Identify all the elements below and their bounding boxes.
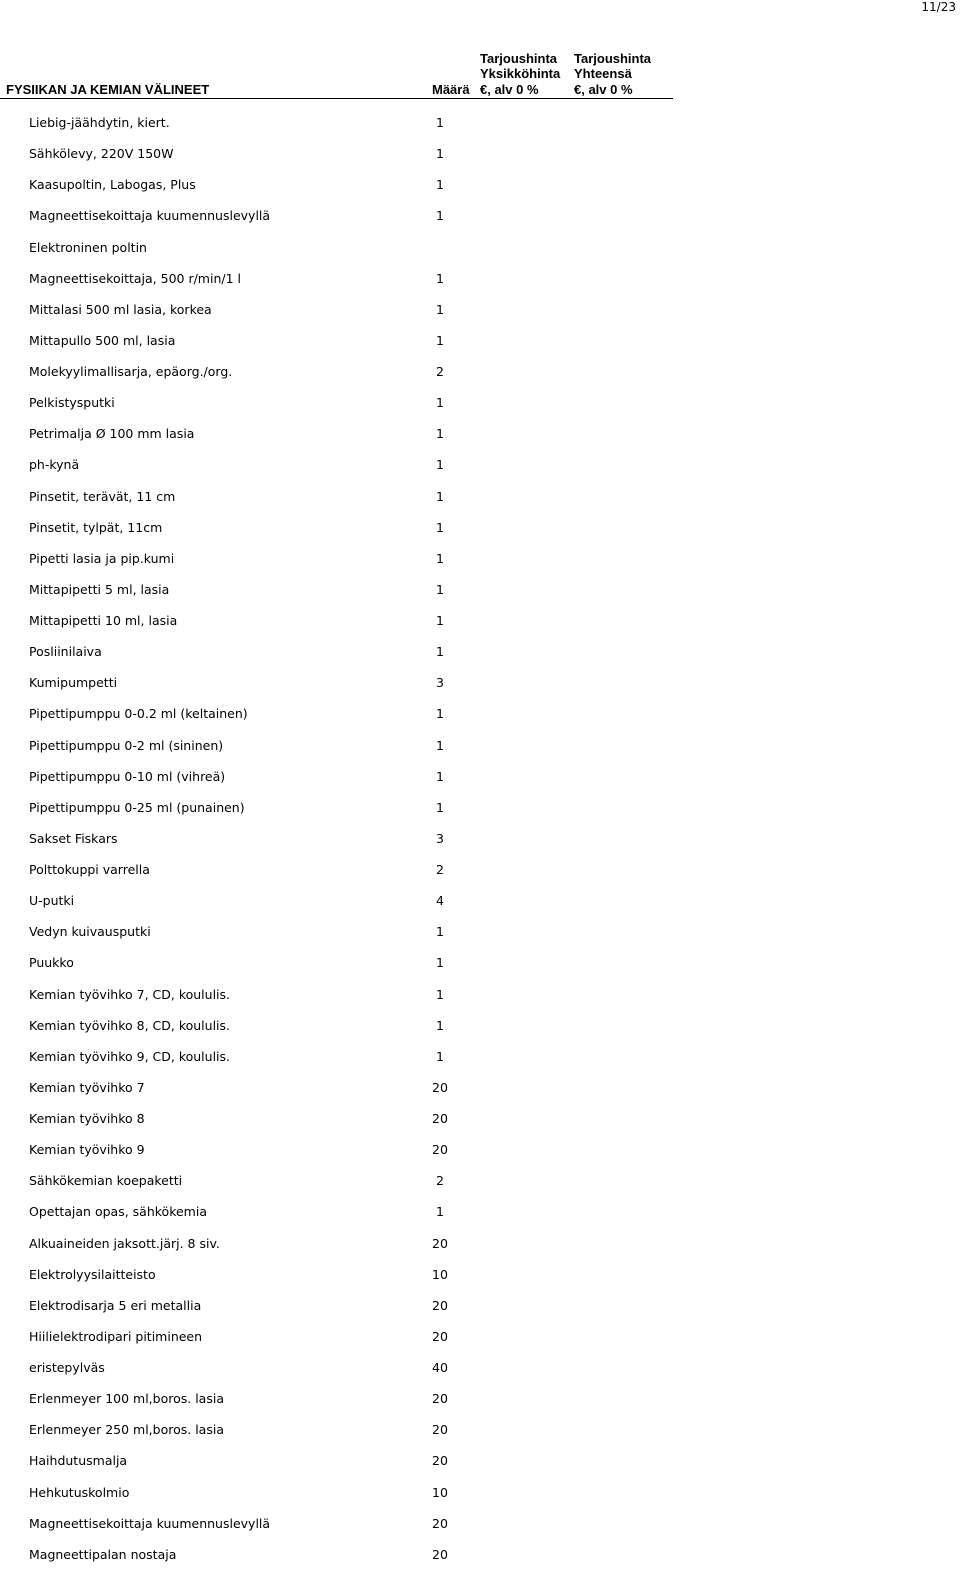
item-name: Polttokuppi varrella xyxy=(29,862,150,877)
item-name: Erlenmeyer 250 ml,boros. lasia xyxy=(29,1422,224,1438)
item-row xyxy=(0,1040,673,1071)
item-row xyxy=(0,760,673,791)
item-row xyxy=(0,1320,673,1351)
item-row xyxy=(0,1413,673,1444)
item-row xyxy=(0,729,673,760)
item-row xyxy=(0,822,673,853)
item-quantity: 20 xyxy=(432,1297,448,1313)
total-price-header-line: €, alv 0 % xyxy=(574,81,633,97)
item-row xyxy=(0,666,673,697)
item-name: Hehkutuskolmio xyxy=(29,1484,130,1500)
item-row xyxy=(0,697,673,728)
item-row xyxy=(0,1382,673,1413)
item-quantity: 1 xyxy=(436,457,444,473)
item-row xyxy=(0,511,673,542)
item-row xyxy=(0,853,673,884)
item-quantity: 1 xyxy=(436,924,444,940)
item-quantity: 2 xyxy=(436,862,444,877)
item-quantity: 1 xyxy=(436,177,444,193)
item-name: Magneettisekoittaja kuumennuslevyllä xyxy=(29,208,271,224)
item-quantity: 1 xyxy=(436,395,444,411)
item-name: Puukko xyxy=(29,955,74,971)
item-quantity: 20 xyxy=(432,1111,448,1126)
total-price-header-line: Tarjoushinta xyxy=(574,50,652,66)
item-quantity: 3 xyxy=(436,830,444,846)
item-name: Elektrodisarja 5 eri metallia xyxy=(29,1297,202,1313)
item-quantity: 1 xyxy=(436,613,444,628)
item-quantity: 1 xyxy=(436,208,444,224)
item-row xyxy=(0,1351,673,1382)
item-row xyxy=(0,448,673,479)
item-row xyxy=(0,635,673,666)
item-row xyxy=(0,386,673,417)
item-name: Liebig-jäähdytin, kiert. xyxy=(29,115,170,130)
item-name: Vedyn kuivausputki xyxy=(29,924,151,940)
item-row xyxy=(0,480,673,511)
item-name: Pinsetit, terävät, 11 cm xyxy=(29,488,176,504)
item-quantity: 20 xyxy=(432,1235,448,1251)
item-row xyxy=(0,106,673,137)
item-name: Kumipumpetti xyxy=(29,675,118,691)
item-name: U-putki xyxy=(29,893,75,909)
item-name: Opettajan opas, sähkökemia xyxy=(29,1204,207,1220)
item-quantity: 1 xyxy=(436,1017,444,1033)
item-name: Elektroninen poltin xyxy=(29,239,147,255)
item-row xyxy=(0,1289,673,1320)
item-row xyxy=(0,1227,673,1258)
item-name: Elektrolyysilaitteisto xyxy=(29,1266,156,1282)
item-row xyxy=(0,542,673,573)
item-name: Kemian työvihko 9 xyxy=(29,1142,145,1158)
item-name: Kemian työvihko 8 xyxy=(29,1111,145,1126)
item-row xyxy=(0,915,673,946)
item-row xyxy=(0,1009,673,1040)
item-name: eristepylväs xyxy=(29,1360,105,1375)
item-quantity: 1 xyxy=(436,301,444,317)
item-quantity: 10 xyxy=(432,1266,448,1282)
item-name: Petrimalja Ø 100 mm lasia xyxy=(29,426,195,442)
item-name: Kaasupoltin, Labogas, Plus xyxy=(29,177,196,193)
item-quantity: 10 xyxy=(432,1484,448,1500)
item-quantity: 20 xyxy=(432,1546,448,1562)
item-row xyxy=(0,324,673,355)
item-row xyxy=(0,137,673,168)
item-quantity: 1 xyxy=(436,115,444,130)
item-name: Mittapullo 500 ml, lasia xyxy=(29,332,176,348)
total-price-header-line: Yhteensä xyxy=(574,66,632,81)
item-quantity: 2 xyxy=(436,364,444,379)
item-name: Alkuaineiden jaksott.järj. 8 siv. xyxy=(29,1235,220,1251)
item-name: Pipettipumppu 0-2 ml (sininen) xyxy=(29,737,224,753)
item-name: Erlenmeyer 100 ml,boros. lasia xyxy=(29,1391,224,1407)
quantity-column-header: Määrä xyxy=(432,82,470,97)
item-row xyxy=(0,1133,673,1164)
item-row xyxy=(0,168,673,199)
item-quantity: 20 xyxy=(432,1079,448,1095)
item-row xyxy=(0,262,673,293)
item-name: Pipettipumppu 0-0.2 ml (keltainen) xyxy=(29,706,248,722)
item-quantity: 1 xyxy=(436,706,444,722)
item-row xyxy=(0,884,673,915)
item-row xyxy=(0,199,673,230)
item-row xyxy=(0,573,673,604)
unit-price-header-line: Tarjoushinta xyxy=(480,50,558,66)
item-row xyxy=(0,231,673,262)
item-quantity: 1 xyxy=(436,1204,444,1220)
item-name: Sähkölevy, 220V 150W xyxy=(29,146,174,162)
item-quantity: 1 xyxy=(436,550,444,566)
item-name: Magneettipalan nostaja xyxy=(29,1546,177,1562)
item-row xyxy=(0,604,673,635)
item-quantity: 1 xyxy=(436,1048,444,1064)
item-quantity: 1 xyxy=(436,519,444,535)
item-row xyxy=(0,978,673,1009)
item-quantity: 20 xyxy=(432,1328,448,1344)
table-title: FYSIIKAN JA KEMIAN VÄLINEET xyxy=(6,82,210,97)
item-quantity: 2 xyxy=(436,1173,444,1189)
item-quantity: 1 xyxy=(436,270,444,286)
item-quantity: 20 xyxy=(432,1142,448,1158)
item-name: Pipettipumppu 0-10 ml (vihreä) xyxy=(29,768,226,784)
item-row xyxy=(0,1102,673,1133)
item-quantity: 1 xyxy=(436,581,444,597)
item-name: Magneettisekoittaja, 500 r/min/1 l xyxy=(29,270,241,286)
item-row xyxy=(0,1195,673,1226)
item-quantity: 20 xyxy=(432,1422,448,1438)
unit-price-header-line: Yksikköhinta xyxy=(480,66,561,81)
item-quantity: 4 xyxy=(436,893,444,909)
item-name: Magneettisekoittaja kuumennuslevyllä xyxy=(29,1515,271,1531)
item-name: Mittalasi 500 ml lasia, korkea xyxy=(29,301,212,317)
item-name: Mittapipetti 5 ml, lasia xyxy=(29,581,170,597)
item-quantity: 1 xyxy=(436,955,444,971)
item-name: Hiilielektrodipari pitimineen xyxy=(29,1328,203,1344)
item-name: Sähkökemian koepaketti xyxy=(29,1173,183,1189)
item-list xyxy=(0,106,673,1569)
item-quantity: 40 xyxy=(432,1360,448,1375)
item-quantity: 20 xyxy=(432,1515,448,1531)
page-number: 11/23 xyxy=(921,0,956,14)
item-quantity: 1 xyxy=(436,426,444,442)
item-quantity: 20 xyxy=(432,1391,448,1407)
item-name: ph-kynä xyxy=(29,457,80,473)
item-quantity: 1 xyxy=(436,986,444,1002)
item-quantity: 1 xyxy=(436,644,444,660)
table-header xyxy=(0,52,673,99)
item-row xyxy=(0,1071,673,1102)
item-name: Pipetti lasia ja pip.kumi xyxy=(29,550,175,566)
item-row xyxy=(0,1258,673,1289)
item-quantity: 1 xyxy=(436,799,444,815)
item-row xyxy=(0,1507,673,1538)
item-quantity: 1 xyxy=(436,146,444,162)
item-row xyxy=(0,1444,673,1475)
item-name: Pinsetit, tylpät, 11cm xyxy=(29,519,163,535)
item-quantity: 20 xyxy=(432,1453,448,1469)
item-row xyxy=(0,1164,673,1195)
unit-price-column-header xyxy=(480,51,560,98)
item-row xyxy=(0,1476,673,1507)
item-quantity: 1 xyxy=(436,737,444,753)
item-quantity: 1 xyxy=(436,768,444,784)
item-row xyxy=(0,417,673,448)
item-quantity: 1 xyxy=(436,332,444,348)
total-price-column-header xyxy=(574,51,651,98)
item-name: Pipettipumppu 0-25 ml (punainen) xyxy=(29,799,245,815)
item-name: Sakset Fiskars xyxy=(29,830,118,846)
item-name: Posliinilaiva xyxy=(29,644,102,660)
item-name: Kemian työvihko 8, CD, koululis. xyxy=(29,1017,231,1033)
item-quantity: 3 xyxy=(436,675,444,691)
item-quantity: 1 xyxy=(436,488,444,504)
item-name: Molekyylimallisarja, epäorg./org. xyxy=(29,364,233,379)
item-name: Pelkistysputki xyxy=(29,395,115,411)
item-row xyxy=(0,1538,673,1569)
item-row xyxy=(0,293,673,324)
item-name: Kemian työvihko 7 xyxy=(29,1079,145,1095)
item-name: Kemian työvihko 9, CD, koululis. xyxy=(29,1048,231,1064)
item-name: Kemian työvihko 7, CD, koululis. xyxy=(29,986,231,1002)
item-row xyxy=(0,791,673,822)
item-name: Mittapipetti 10 ml, lasia xyxy=(29,613,178,628)
unit-price-header-line: €, alv 0 % xyxy=(480,81,539,97)
item-row xyxy=(0,355,673,386)
item-name: Haihdutusmalja xyxy=(29,1453,128,1469)
item-row xyxy=(0,946,673,977)
